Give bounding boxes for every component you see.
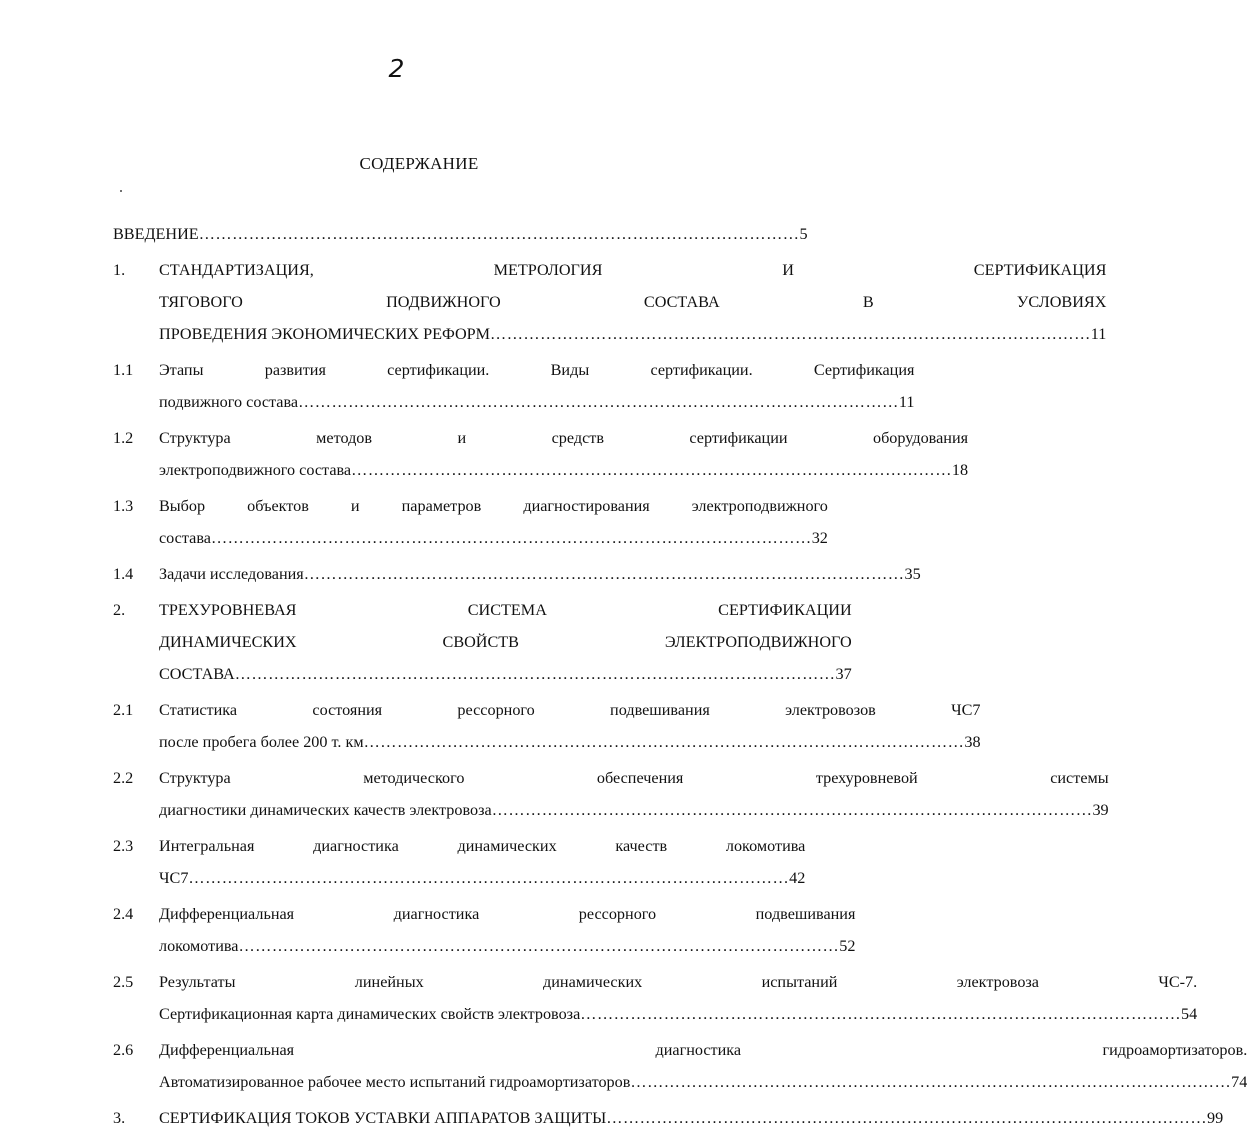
leader-dots [211, 522, 812, 554]
toc-entry-page: 32 [811, 529, 828, 547]
toc-entry-number: 2.6 [113, 1041, 134, 1059]
toc-entry-title: ВВЕДЕНИЕ [113, 225, 199, 243]
toc-entry-title: ЧС7 [159, 869, 189, 887]
leader-dots [580, 998, 1181, 1030]
leader-dots [364, 726, 965, 758]
toc-entry-page: 42 [789, 869, 806, 887]
toc-entry-title: после пробега более 200 т. км [159, 733, 364, 751]
leader-dots [490, 318, 1091, 350]
leader-dots [238, 930, 839, 962]
toc-entry-line: Структура методов и средств сертификации оборудования [159, 429, 969, 447]
toc-entry-line: Структура методического обеспечения трехуровневой системы [159, 769, 1109, 787]
toc-entry-line: Дифференциальная диагностика рессорного подвешивания [159, 905, 856, 923]
toc-entry-line: Интегральная диагностика динамических качеств локомотива [159, 837, 806, 855]
leader-dots [630, 1066, 1231, 1098]
toc-entry [113, 966, 1198, 1030]
page-number: 2 [388, 54, 405, 83]
leader-dots [351, 454, 952, 486]
toc-entry-line: Этапы развития сертификации. Виды сертификации. Сертификация [159, 361, 915, 379]
toc-entry-title: состава [159, 529, 211, 547]
toc-entry-intro [113, 218, 808, 250]
toc-entry-page: 38 [964, 733, 981, 751]
toc-entry-page: 18 [951, 461, 969, 479]
toc-entry [113, 694, 981, 758]
toc-entry-page: 11 [1090, 325, 1107, 343]
toc-entry-page: 52 [839, 937, 856, 955]
toc-entry-number: 1.1 [113, 361, 134, 379]
leader-dots [298, 386, 899, 418]
leader-dots [235, 658, 836, 690]
toc-entry-page: 74 [1231, 1073, 1247, 1091]
toc-entry-line: ТЯГОВОГО ПОДВИЖНОГО СОСТАВА В УСЛОВИЯХ [159, 293, 1107, 311]
leader-dots [304, 558, 905, 590]
toc-entry-title: СОСТАВА [159, 665, 235, 683]
toc-entry-page: 54 [1181, 1005, 1198, 1023]
toc-entry-page: 35 [904, 565, 921, 583]
toc-entry-number: 1.3 [113, 497, 134, 515]
scan-speck [120, 190, 122, 192]
toc-entry-number: 1.2 [113, 429, 134, 447]
toc-entry-title: диагностики динамических качеств электровоза [159, 801, 492, 819]
toc-entry [113, 594, 852, 690]
toc-entry [113, 558, 921, 590]
toc-entry-number: 2. [113, 601, 126, 619]
toc-entry-title: Задачи исследования [159, 565, 304, 583]
toc-entry-line: ТРЕХУРОВНЕВАЯ СИСТЕМА СЕРТИФИКАЦИИ [159, 601, 852, 619]
toc-entry [113, 490, 828, 554]
leader-dots [188, 862, 789, 894]
toc-entry-page: 37 [835, 665, 852, 683]
toc-entry-title: Сертификационная карта динамических свойств электровоза [159, 1005, 581, 1023]
toc-entry-title: подвижного состава [159, 393, 299, 411]
leader-dots [199, 218, 800, 250]
toc-entry-number: 1. [113, 261, 126, 279]
toc-entry-title: Автоматизированное рабочее место испытаний гидроамортизаторов [159, 1073, 631, 1091]
toc-entry-number: 2.5 [113, 973, 134, 991]
toc-entry-number: 3. [113, 1109, 126, 1127]
toc-entry-page: 11 [898, 393, 915, 411]
toc-entry-page: 5 [799, 225, 808, 243]
toc-entry-line: Дифференциальная диагностика гидроамортизаторов. [159, 1041, 1247, 1059]
toc-entry-line: ДИНАМИЧЕСКИХ СВОЙСТВ ЭЛЕКТРОПОДВИЖНОГО [159, 633, 852, 651]
toc-entry [113, 254, 1107, 350]
toc-entry-line: СТАНДАРТИЗАЦИЯ, МЕТРОЛОГИЯ И СЕРТИФИКАЦИЯ [159, 261, 1107, 279]
table-of-contents [113, 218, 1247, 1134]
leader-dots [606, 1102, 1207, 1134]
toc-entry-line: Статистика состояния рессорного подвешивания электровозов ЧС7 [159, 701, 981, 719]
toc-entry [113, 422, 969, 486]
toc-entry-line: Выбор объектов и параметров диагностирования электроподвижного [159, 497, 828, 515]
toc-entry-number: 2.3 [113, 837, 134, 855]
toc-entry-title: электроподвижного состава [159, 461, 352, 479]
page-title: СОДЕРЖАНИЕ [359, 154, 479, 173]
toc-entry-title: ПРОВЕДЕНИЯ ЭКОНОМИЧЕСКИХ РЕФОРМ [159, 325, 491, 343]
toc-entry-line: Результаты линейных динамических испытаний электровоза ЧС-7. [159, 973, 1198, 991]
toc-entry [113, 762, 1109, 826]
toc-entry [113, 898, 856, 962]
toc-entry [113, 1034, 1247, 1098]
toc-entry-title: локомотива [159, 937, 239, 955]
toc-entry-number: 1.4 [113, 565, 134, 583]
toc-entry-number: 2.2 [113, 769, 134, 787]
toc-entry-page: 99 [1207, 1109, 1224, 1127]
leader-dots [492, 794, 1093, 826]
toc-entry-page: 39 [1092, 801, 1109, 819]
toc-entry [113, 1102, 1224, 1134]
toc-entry [113, 830, 806, 894]
toc-entry [113, 354, 915, 418]
toc-entry-number: 2.1 [113, 701, 134, 719]
toc-entry-title: СЕРТИФИКАЦИЯ ТОКОВ УСТАВКИ АППАРАТОВ ЗАЩИТЫ [159, 1109, 607, 1127]
toc-entry-number: 2.4 [113, 905, 134, 923]
